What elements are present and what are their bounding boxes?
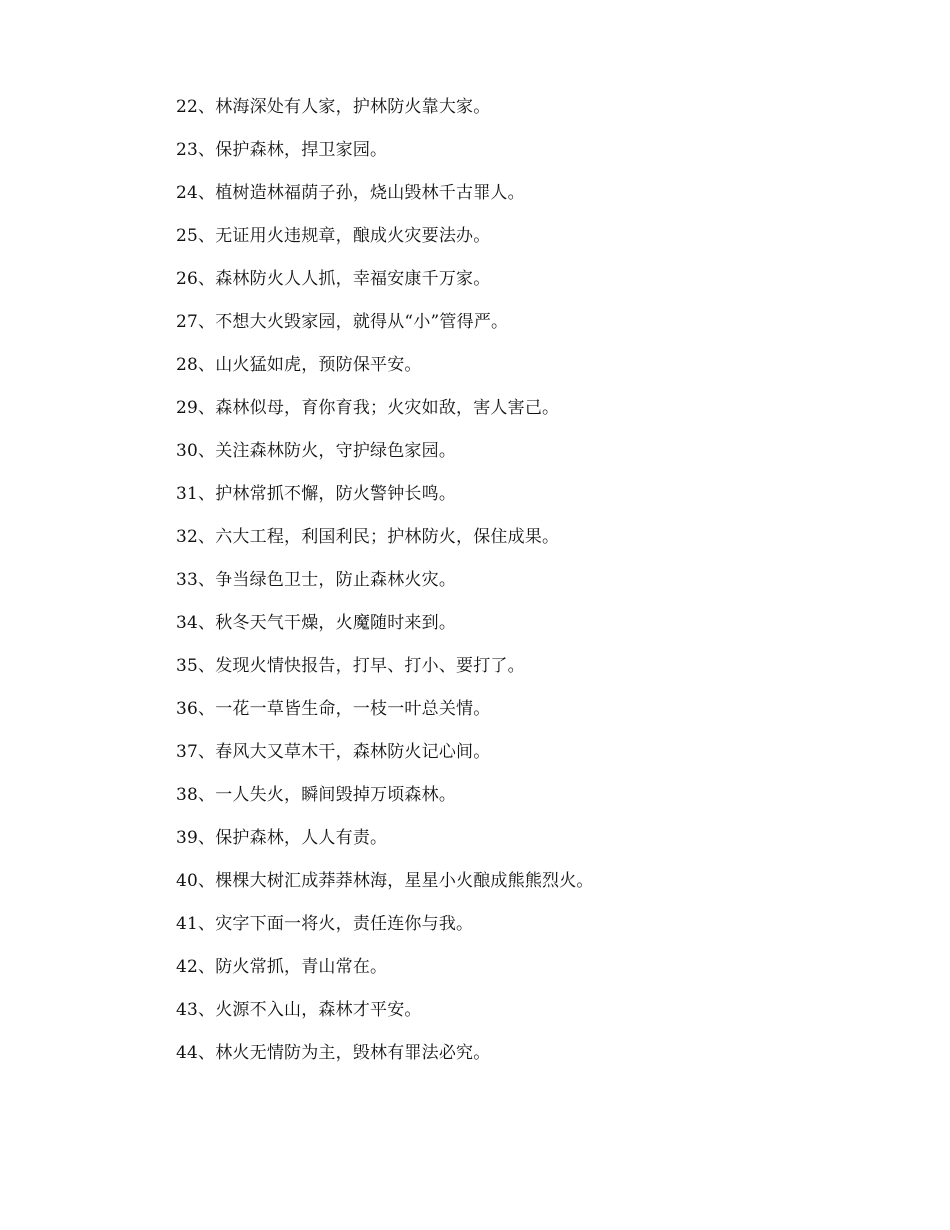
slogan-line: 31、护林常抓不懈，防火警钟长鸣。 xyxy=(176,484,457,504)
slogan-list xyxy=(176,96,876,1085)
slogan-line: 28、山火猛如虎，预防保平安。 xyxy=(176,355,422,375)
slogan-line: 32、六大工程，利国利民；护林防火，保住成果。 xyxy=(176,527,560,547)
slogan-line: 22、林海深处有人家，护林防火靠大家。 xyxy=(176,97,491,117)
slogan-line: 42、防火常抓，青山常在。 xyxy=(176,957,388,977)
slogan-line: 26、森林防火人人抓，幸福安康千万家。 xyxy=(176,269,491,289)
slogan-line: 25、无证用火违规章，酿成火灾要法办。 xyxy=(176,226,491,246)
slogan-line: 35、发现火情快报告，打早、打小、要打了。 xyxy=(176,656,525,676)
slogan-line: 30、关注森林防火，守护绿色家园。 xyxy=(176,441,457,461)
slogan-line: 33、争当绿色卫士，防止森林火灾。 xyxy=(176,570,457,590)
slogan-line: 34、秋冬天气干燥，火魔随时来到。 xyxy=(176,613,457,633)
slogan-line: 29、森林似母，育你育我；火灾如敌，害人害己。 xyxy=(176,398,560,418)
slogan-line: 36、一花一草皆生命，一枝一叶总关情。 xyxy=(176,699,491,719)
slogan-line: 41、灾字下面一将火，责任连你与我。 xyxy=(176,914,474,934)
slogan-line: 23、保护森林，捍卫家园。 xyxy=(176,140,388,160)
slogan-line: 43、火源不入山，森林才平安。 xyxy=(176,1000,422,1020)
slogan-line: 38、一人失火，瞬间毁掉万顷森林。 xyxy=(176,785,457,805)
slogan-line: 37、春风大又草木干，森林防火记心间。 xyxy=(176,742,491,762)
slogan-line: 44、林火无情防为主，毁林有罪法必究。 xyxy=(176,1043,491,1063)
slogan-line: 27、不想大火毁家园，就得从“小”管得严。 xyxy=(176,312,509,332)
slogan-line: 24、植树造林福荫子孙，烧山毁林千古罪人。 xyxy=(176,183,525,203)
slogan-line: 40、棵棵大树汇成莽莽林海，星星小火酿成熊熊烈火。 xyxy=(176,871,594,891)
slogan-line: 39、保护森林，人人有责。 xyxy=(176,828,388,848)
